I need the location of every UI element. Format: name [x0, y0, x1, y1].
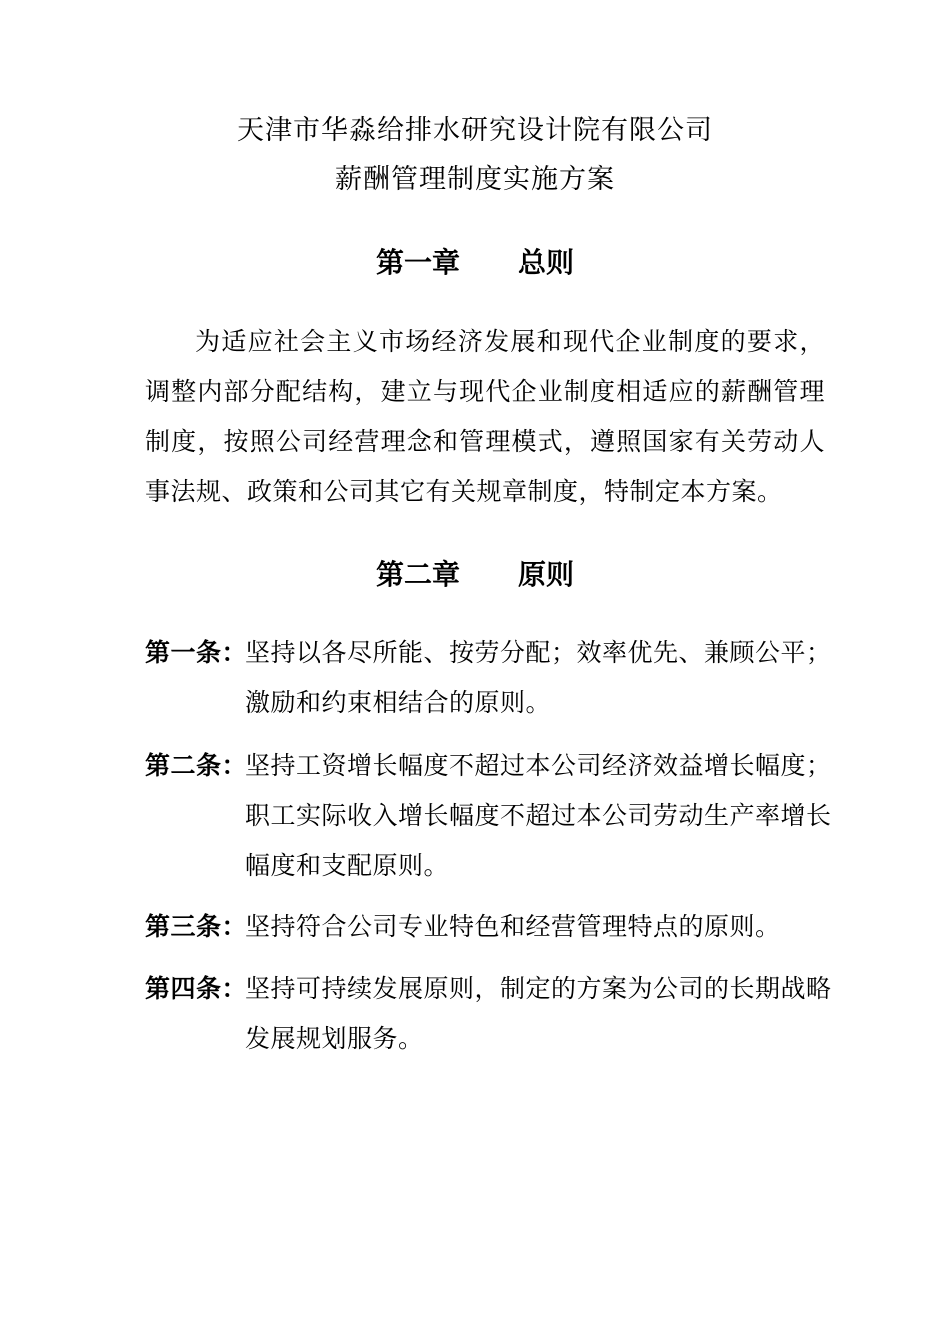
- article-2: [145, 741, 835, 891]
- article-2-label: 第二条：: [145, 751, 248, 780]
- article-3-label: 第三条：: [145, 912, 248, 941]
- article-4-text: 坚持可持续发展原则，制定的方案为公司的长期战略发展规划服务。: [245, 974, 832, 1053]
- chapter-1-name: 总则: [518, 246, 575, 279]
- plan-title: 薪酬管理制度实施方案: [335, 164, 615, 195]
- article-3-text: 坚持符合公司专业特色和经营管理特点的原则。: [245, 912, 781, 941]
- chapter-2-heading: [0, 555, 950, 595]
- article-4-label: 第四条：: [145, 974, 248, 1003]
- chapter-2-name: 原则: [518, 558, 575, 591]
- chapter-1-number: 第一章: [375, 246, 460, 279]
- article-1-text: 坚持以各尽所能、按劳分配；效率优先、兼顾公平；激励和约束相结合的原则。: [245, 638, 832, 717]
- company-title: 天津市华淼给排水研究设计院有限公司: [237, 115, 713, 146]
- article-1: [145, 628, 835, 728]
- article-2-text: 坚持工资增长幅度不超过本公司经济效益增长幅度；职工实际收入增长幅度不超过本公司劳动生产率增长幅度和支配原则。: [245, 751, 832, 880]
- article-4: [145, 964, 835, 1064]
- chapter-1-heading: [0, 243, 950, 283]
- article-1-label: 第一条：: [145, 638, 248, 667]
- chapter-1-paragraph: 为适应社会主义市场经济发展和现代企业制度的要求，调整内部分配结构，建立与现代企业制度相适应的薪酬管理制度，按照公司经营理念和管理模式，遵照国家有关劳动人事法规、政策和公司其它有关规章制度，特制定本方案。: [145, 327, 825, 506]
- article-3: [145, 902, 835, 952]
- chapter-2-number: 第二章: [375, 558, 460, 591]
